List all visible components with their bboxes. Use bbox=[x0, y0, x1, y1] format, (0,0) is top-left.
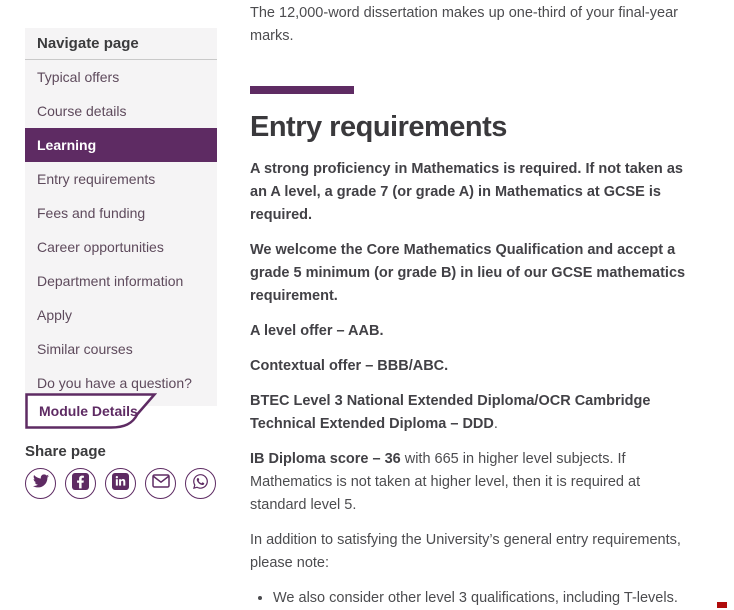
share-twitter-button[interactable] bbox=[25, 468, 56, 499]
sidebar-item-learning[interactable]: Learning bbox=[25, 128, 217, 162]
twitter-icon bbox=[33, 474, 49, 493]
entry-paragraph: BTEC Level 3 National Extended Diploma/OCR Cambridge Technical Extended Diploma – DDD. bbox=[250, 393, 651, 432]
entry-paragraph: We welcome the Core Mathematics Qualification and accept a grade 5 minimum (or grade B) in lieu of our GCSE mathematics requirement. bbox=[250, 242, 686, 304]
sidebar-item-do-you-have-a-question[interactable]: Do you have a question? bbox=[37, 375, 192, 391]
email-icon bbox=[152, 474, 170, 493]
section-heading: Entry requirements bbox=[250, 111, 507, 143]
sidebar-header: Navigate page bbox=[25, 28, 217, 60]
facebook-icon bbox=[72, 473, 89, 495]
share-page-label: Share page bbox=[25, 443, 106, 460]
module-details-button[interactable] bbox=[25, 393, 157, 429]
sidebar-item-course-details[interactable]: Course details bbox=[37, 103, 127, 119]
sidebar-item-similar-courses[interactable]: Similar courses bbox=[37, 341, 133, 357]
sidebar-item-fees-and-funding[interactable]: Fees and funding bbox=[37, 205, 146, 221]
entry-paragraph: IB Diploma score – 36 with 665 in higher level subjects. If Mathematics is not taken at higher level, then it is required at standard level 5. bbox=[250, 451, 641, 513]
page-navigation-sidebar bbox=[25, 28, 217, 406]
entry-paragraph: A strong proficiency in Mathematics is required. If not taken as an A level, a grade 7 (or grade A) in Mathematics at GCSE is required. bbox=[250, 161, 683, 223]
cutoff-red-fragment bbox=[717, 602, 727, 608]
intro-paragraph: The 12,000-word dissertation makes up one-third of your final-year marks. bbox=[250, 5, 678, 44]
note-item: • We also consider other level 3 qualifications, including T-levels. bbox=[273, 587, 698, 610]
share-email-button[interactable] bbox=[145, 468, 176, 499]
page-nav-list bbox=[25, 60, 217, 400]
main-content bbox=[250, 2, 698, 610]
entry-paragraph: In addition to satisfying the University’s general entry requirements, please note: bbox=[250, 532, 681, 571]
linkedin-icon bbox=[112, 473, 129, 495]
share-buttons-row bbox=[25, 468, 216, 499]
share-linkedin-button[interactable] bbox=[105, 468, 136, 499]
entry-paragraphs bbox=[250, 158, 698, 575]
share-facebook-button[interactable] bbox=[65, 468, 96, 499]
whatsapp-icon bbox=[192, 473, 209, 495]
sidebar-item-apply[interactable]: Apply bbox=[37, 307, 73, 323]
entry-paragraph: A level offer – AAB. bbox=[250, 323, 384, 339]
entry-paragraph: Contextual offer – BBB/ABC. bbox=[250, 358, 449, 374]
sidebar-item-entry-requirements[interactable]: Entry requirements bbox=[37, 171, 156, 187]
notes-list bbox=[254, 587, 698, 610]
share-whatsapp-button[interactable] bbox=[185, 468, 216, 499]
sidebar-item-typical-offers[interactable]: Typical offers bbox=[37, 69, 120, 85]
module-details-label: Module Details bbox=[39, 403, 138, 419]
sidebar-item-department-information[interactable]: Department information bbox=[37, 273, 184, 289]
heading-accent-bar bbox=[250, 86, 354, 94]
sidebar-item-career-opportunities[interactable]: Career opportunities bbox=[37, 239, 164, 255]
